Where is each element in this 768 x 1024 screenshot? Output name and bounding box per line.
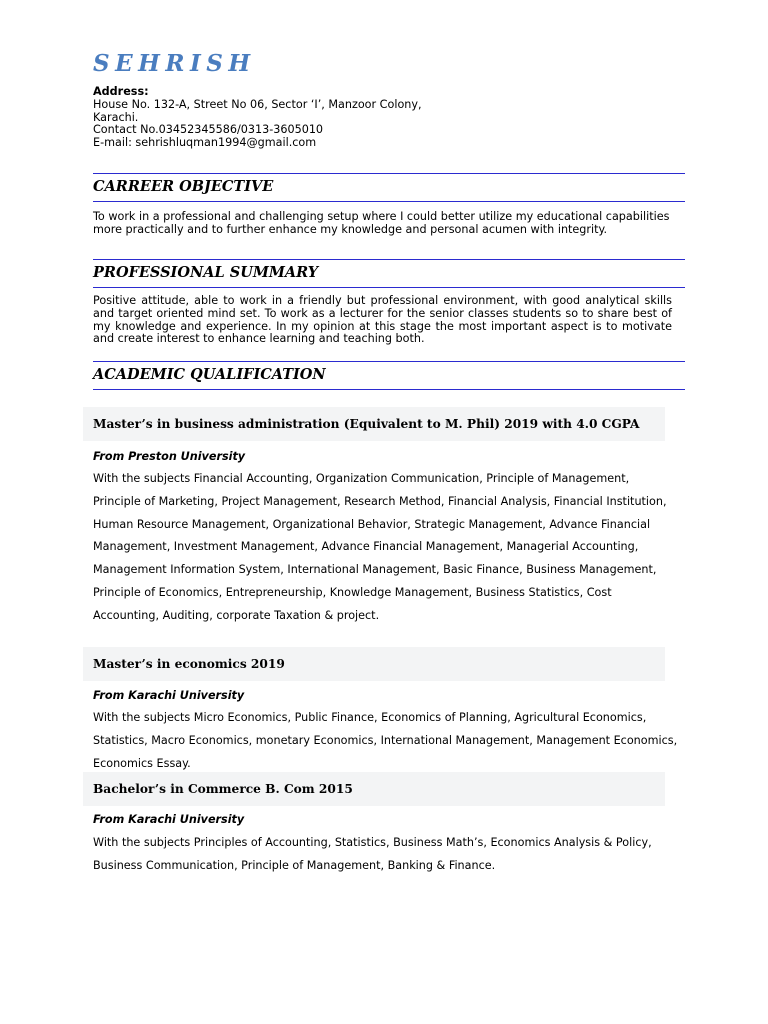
candidate-name: SEHRISH [93, 50, 256, 77]
summary-heading: PROFESSIONAL SUMMARY [93, 264, 319, 281]
qualification-institution: From Preston University [93, 450, 246, 463]
contact-block [93, 86, 693, 150]
qualification-title: Master’s in economics 2019 [93, 657, 285, 671]
qualification-subjects: With the subjects Micro Economics, Public Finance, Economics of Planning, Agricultural Economics, Statistics, Macro Economics, monetary Economics, International Management, Management Economics, Economics Essay. [93, 711, 678, 770]
qualification-subjects: With the subjects Financial Accounting, Organization Communication, Principle of Management, Principle of Marketing, Project Management, Research Method, Financial Analysis, Financial Institution, Human Resource Management, Organizational Behavior, Strategic Management, Advance Financial Management, Investment Management, Advance Financial Management, Managerial Accounting, Management Information System, International Management, Basic Finance, Business Management, Principle of Economics, Entrepreneurship, Knowledge Management, Business Statistics, Cost Accounting, Auditing, corporate Taxation & project. [93, 472, 667, 622]
section-divider [93, 287, 685, 288]
summary-text: Positive attitude, able to work in a friendly but professional environment, with good analytical skills and target oriented mind set. To work as a lecturer for the senior classes students so to share best of my knowledge and experience. In my opinion at this stage the most important aspect is to motivate and create interest to enhance learning and teaching both. [93, 294, 672, 346]
address-line-2: Karachi. [93, 110, 139, 124]
section-divider [93, 389, 685, 390]
contact-phone: Contact No.03452345586/0313-3605010 [93, 123, 324, 137]
qualification-subjects: With the subjects Principles of Accounting, Statistics, Business Math’s, Economics Analysis & Policy, Business Communication, Principle of Management, Banking & Finance. [93, 836, 652, 872]
qualification-title-band [83, 772, 665, 806]
qualification-title-band [83, 647, 665, 681]
address-line-1: House No. 132-A, Street No 06, Sector ‘I’, Manzoor Colony, [93, 97, 422, 111]
qualification-title-band [83, 407, 665, 441]
section-divider [93, 259, 685, 260]
section-divider [93, 201, 685, 202]
objective-text: To work in a professional and challenging setup where I could better utilize my educational capabilities more practically and to further enhance my knowledge and personal acumen with integrity. [93, 210, 670, 236]
qualification-institution: From Karachi University [93, 689, 245, 702]
qualification-title: Bachelor’s in Commerce B. Com 2015 [93, 782, 353, 796]
objective-heading: CARREER OBJECTIVE [93, 178, 274, 195]
contact-email: E-mail: sehrishluqman1994@gmail.com [93, 136, 317, 150]
academic-heading: ACADEMIC QUALIFICATION [93, 366, 326, 383]
section-divider [93, 361, 685, 362]
address-label: Address: [93, 85, 149, 98]
qualification-title: Master’s in business administration (Equivalent to M. Phil) 2019 with 4.0 CGPA [93, 417, 640, 431]
section-divider [93, 173, 685, 174]
qualification-institution: From Karachi University [93, 813, 245, 826]
